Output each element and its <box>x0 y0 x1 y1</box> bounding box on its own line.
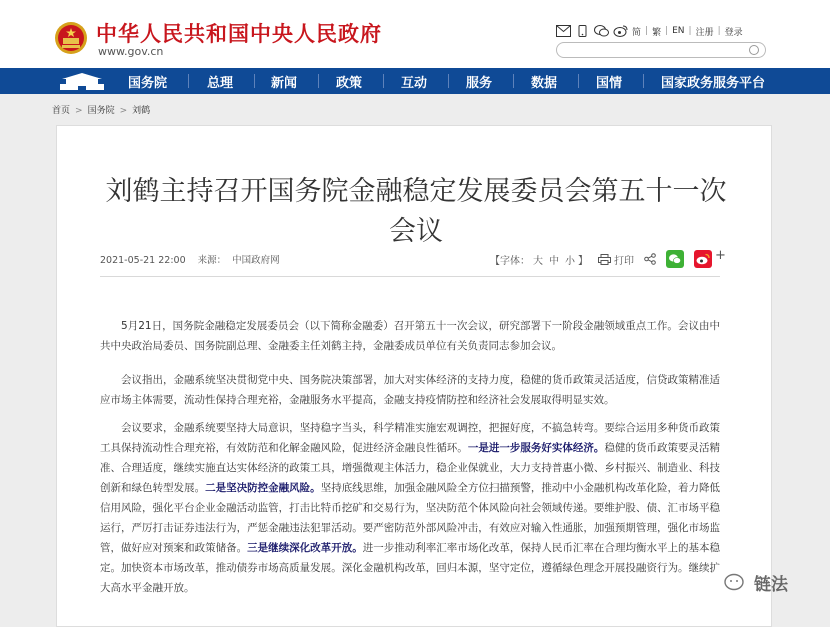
link-simplified[interactable]: 简 <box>632 27 642 38</box>
nav-item-gov-service-platform[interactable]: 国家政务服务平台 <box>661 76 766 91</box>
paragraph-3-text-e: 进一步推动利率汇率市场化改革，保持人民币汇率在合理均衡水平上的基本稳定。加快资本市场改革，推动债券市场高质量发展。深化金融机构改革，回归本源，坚守定位，遵循绿色理念开展投融资行为。继续扩大高水平金融开放。 <box>100 542 721 594</box>
link-register[interactable]: 注册 <box>695 27 714 38</box>
article-paragraph-2: 会议指出，金融系统坚决贯彻党中央、国务院决策部署，加大对实体经济的支持力度，稳健的货币政策灵活适度，信贷政策精准适应市场主体需要，流动性保持合理充裕，金融服务水平提高，金融支持疫情防控和经济社会发展取得明显实效。 <box>100 374 720 406</box>
link-english[interactable]: EN <box>672 26 685 36</box>
article-meta <box>100 252 280 266</box>
nav-item-interaction[interactable]: 互动 <box>401 76 428 91</box>
breadcrumb-home[interactable]: 首页 <box>52 106 71 116</box>
article-paragraph-3 <box>100 418 720 598</box>
wechat-watermark-icon <box>724 573 750 593</box>
paragraph-3-text-a: 会议要求，金融系统要坚持大局意识，坚持稳字当头，科学精准实施宏观调控，把握好度，不搞急转弯。要综合运用多种货币政策工具保持流动性合理充裕，有效防范和化解金融风险，促进经济金融良性循环。 <box>100 422 720 454</box>
link-login[interactable]: 登录 <box>724 27 743 38</box>
watermark-text: 链法 <box>754 575 788 595</box>
utility-links: 简 | 繁 | EN | 注册 | 登录 <box>556 23 743 39</box>
nav-item-policy[interactable]: 政策 <box>336 76 363 91</box>
printer-icon <box>598 254 611 265</box>
nav-item-data[interactable]: 数据 <box>531 76 558 91</box>
breadcrumb: 首页 > 国务院 > 刘鹤 <box>52 106 151 116</box>
nav-item-service[interactable]: 服务 <box>466 76 493 91</box>
main-nav <box>0 68 830 94</box>
site-title[interactable]: 中华人民共和国中央人民政府 <box>96 22 382 46</box>
divider <box>100 276 720 277</box>
search-input[interactable] <box>556 42 766 58</box>
wechat-icon[interactable] <box>594 25 609 37</box>
mobile-icon[interactable] <box>575 25 590 37</box>
nav-item-national-info[interactable]: 国情 <box>596 76 623 91</box>
paragraph-3-text-d: 坚持底线思维，加强金融风险全方位扫描预警，推动中小金融机构改革化险，着力降低信用风险，强化平台企业金融活动监管，打击比特币挖矿和交易行为，坚决防范个体风险向社会领域传递。要维护股、债、汇市场平稳运行，严厉打击证券违法行为，严惩金融违法犯罪活动。要严密防范外部风险冲击，有效应对输入性通胀，加强预期管理，强化市场监管，做好应对预案和政策储备。 <box>100 482 721 554</box>
font-size-label: 【字体： <box>490 255 530 267</box>
print-label: 打印 <box>614 255 634 267</box>
breadcrumb-liuhe[interactable]: 刘鹤 <box>132 106 151 116</box>
nav-item-news[interactable]: 新闻 <box>271 76 298 91</box>
weibo-share-icon <box>694 250 712 268</box>
paragraph-3-text-c: 稳健的货币政策要灵活精准、合理适度，继续实施直达实体经济的政策工具，增强微观主体活力，稳企业保就业，大力支持普惠小微、乡村振兴、制造业、科技创新和绿色转型发展。 <box>100 442 721 494</box>
article-title <box>96 172 736 252</box>
font-small-button[interactable]: 小 <box>565 255 575 267</box>
article-paragraph-1: 5月21日，国务院金融稳定发展委员会（以下简称金融委）召开第五十一次会议，研究部署下一阶段金融领域重点工作。会议由中共中央政治局委员、国务院副总理、金融委主任刘鹤主持，金融委成员单位有关负责同志参加会议。 <box>100 320 720 352</box>
article-tools <box>490 247 726 268</box>
article-source: 中国政府网 <box>232 255 280 266</box>
font-large-button[interactable]: 大 <box>533 255 543 267</box>
point-two-heading: 二是坚决防控金融风险。 <box>205 482 321 494</box>
weibo-share-button[interactable] <box>694 250 712 268</box>
weibo-icon[interactable] <box>613 25 628 37</box>
point-one-heading: 一是进一步服务好实体经济。 <box>467 442 605 454</box>
article-date: 2021-05-21 22:00 <box>100 255 186 266</box>
article-title-line1: 刘鹤主持召开国务院金融稳定发展委员会第五十一次 <box>105 176 727 208</box>
font-medium-button[interactable]: 中 <box>549 255 559 267</box>
tiananmen-home-icon[interactable] <box>54 70 110 92</box>
search-icon[interactable] <box>749 45 759 55</box>
watermark <box>724 570 788 595</box>
wechat-share-icon <box>666 250 684 268</box>
share-button[interactable] <box>644 253 656 265</box>
site-url: www.gov.cn <box>98 45 164 58</box>
font-size-bracket: 】 <box>578 255 588 267</box>
article-title-line2: 会议 <box>389 216 443 248</box>
point-three-heading: 三是继续深化改革开放。 <box>247 542 363 554</box>
print-button[interactable] <box>598 252 634 267</box>
link-traditional[interactable]: 繁 <box>652 27 662 38</box>
mail-icon[interactable] <box>556 25 571 37</box>
breadcrumb-state-council[interactable]: 国务院 <box>87 106 115 116</box>
wechat-share-button[interactable] <box>666 250 684 268</box>
site-header <box>0 0 830 68</box>
source-label: 来源： <box>197 255 227 266</box>
nav-item-premier[interactable]: 总理 <box>207 76 234 91</box>
national-emblem-logo[interactable] <box>54 20 88 56</box>
nav-item-state-council[interactable]: 国务院 <box>128 76 168 91</box>
more-share-button[interactable]: + <box>715 247 726 263</box>
share-icon <box>644 253 656 265</box>
